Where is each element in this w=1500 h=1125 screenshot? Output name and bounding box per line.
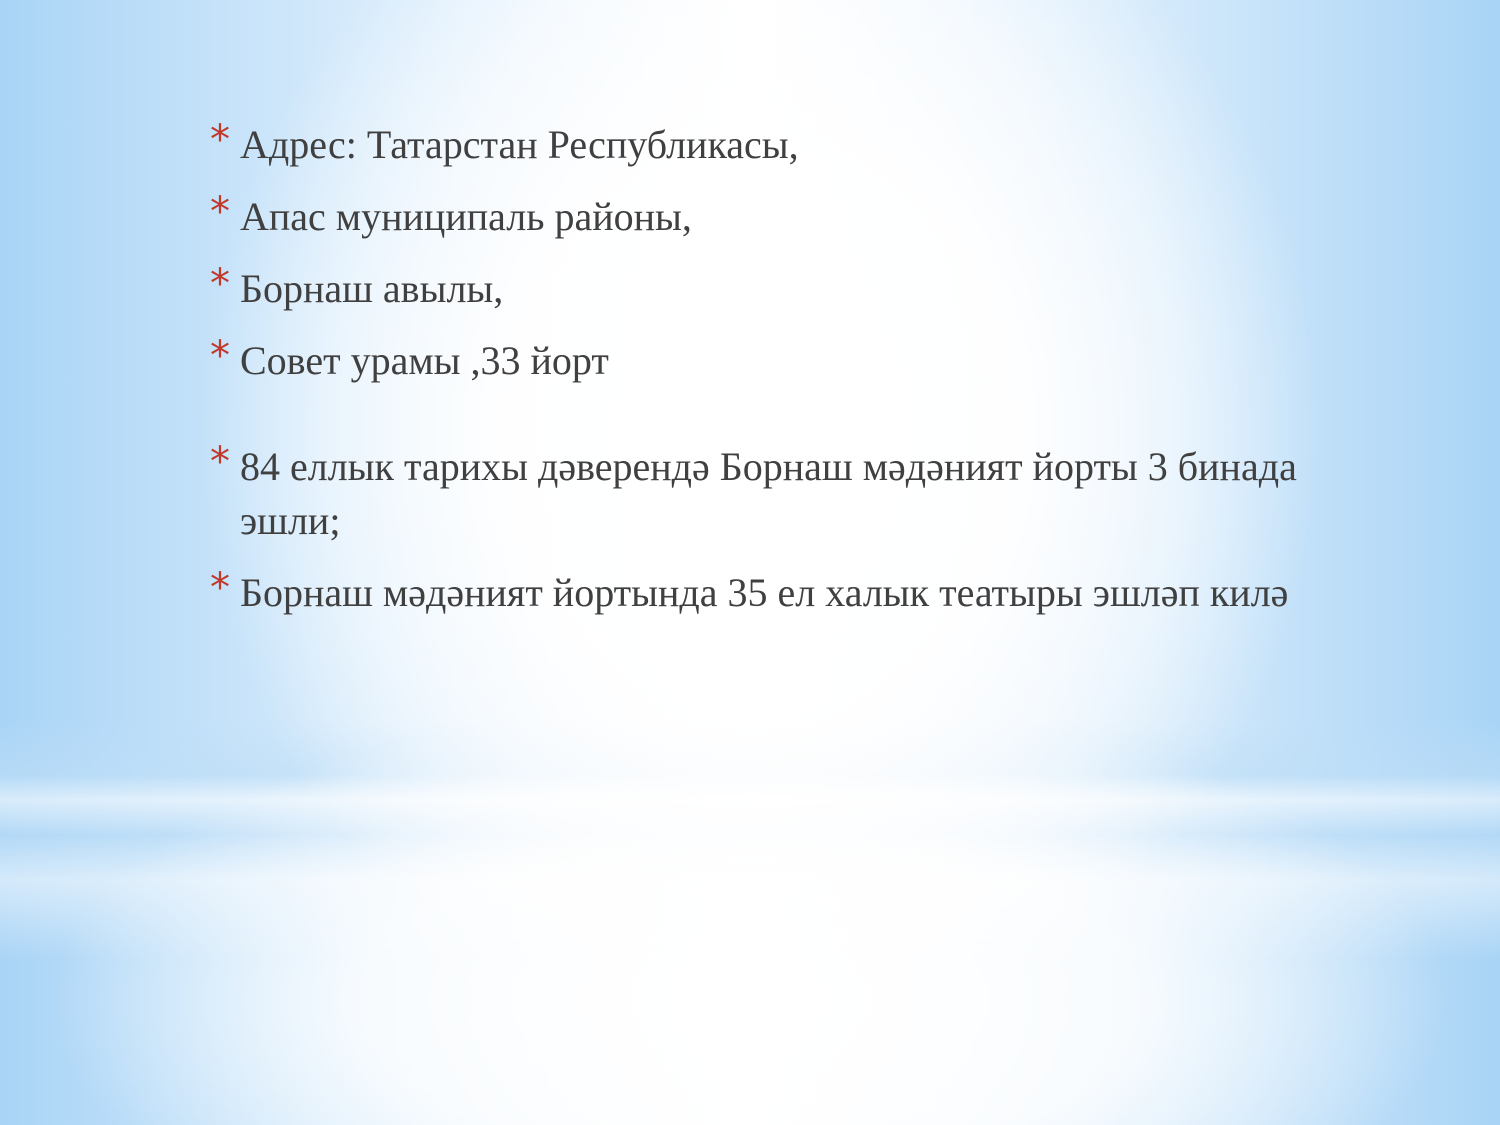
asterisk-bullet-icon: * bbox=[210, 117, 230, 163]
bullet-text: Совет урамы ,33 йорт bbox=[240, 338, 609, 383]
bullet-item bbox=[210, 440, 1370, 548]
bullet-list bbox=[210, 118, 1370, 638]
asterisk-bullet-icon: * bbox=[210, 565, 230, 611]
bullet-text: Борнаш авылы, bbox=[240, 266, 504, 311]
asterisk-bullet-icon: * bbox=[210, 333, 230, 379]
bullet-text: Борнаш мәдәният йортында 35 ел халык театыры эшләп килә bbox=[240, 570, 1289, 615]
bullet-item bbox=[210, 262, 1370, 316]
bullet-item bbox=[210, 118, 1370, 172]
bullet-text: Адрес: Татарстан Республикасы, bbox=[240, 122, 799, 167]
asterisk-bullet-icon: * bbox=[210, 189, 230, 235]
bullet-item bbox=[210, 566, 1370, 620]
asterisk-bullet-icon: * bbox=[210, 261, 230, 307]
bullet-text: Апас муниципаль районы, bbox=[240, 194, 692, 239]
asterisk-bullet-icon: * bbox=[210, 439, 230, 485]
bullet-text: 84 еллык тарихы дәверендә Борнаш мәдәният йорты 3 бинада эшли; bbox=[240, 444, 1297, 543]
bullet-item bbox=[210, 334, 1370, 388]
bullet-item bbox=[210, 190, 1370, 244]
